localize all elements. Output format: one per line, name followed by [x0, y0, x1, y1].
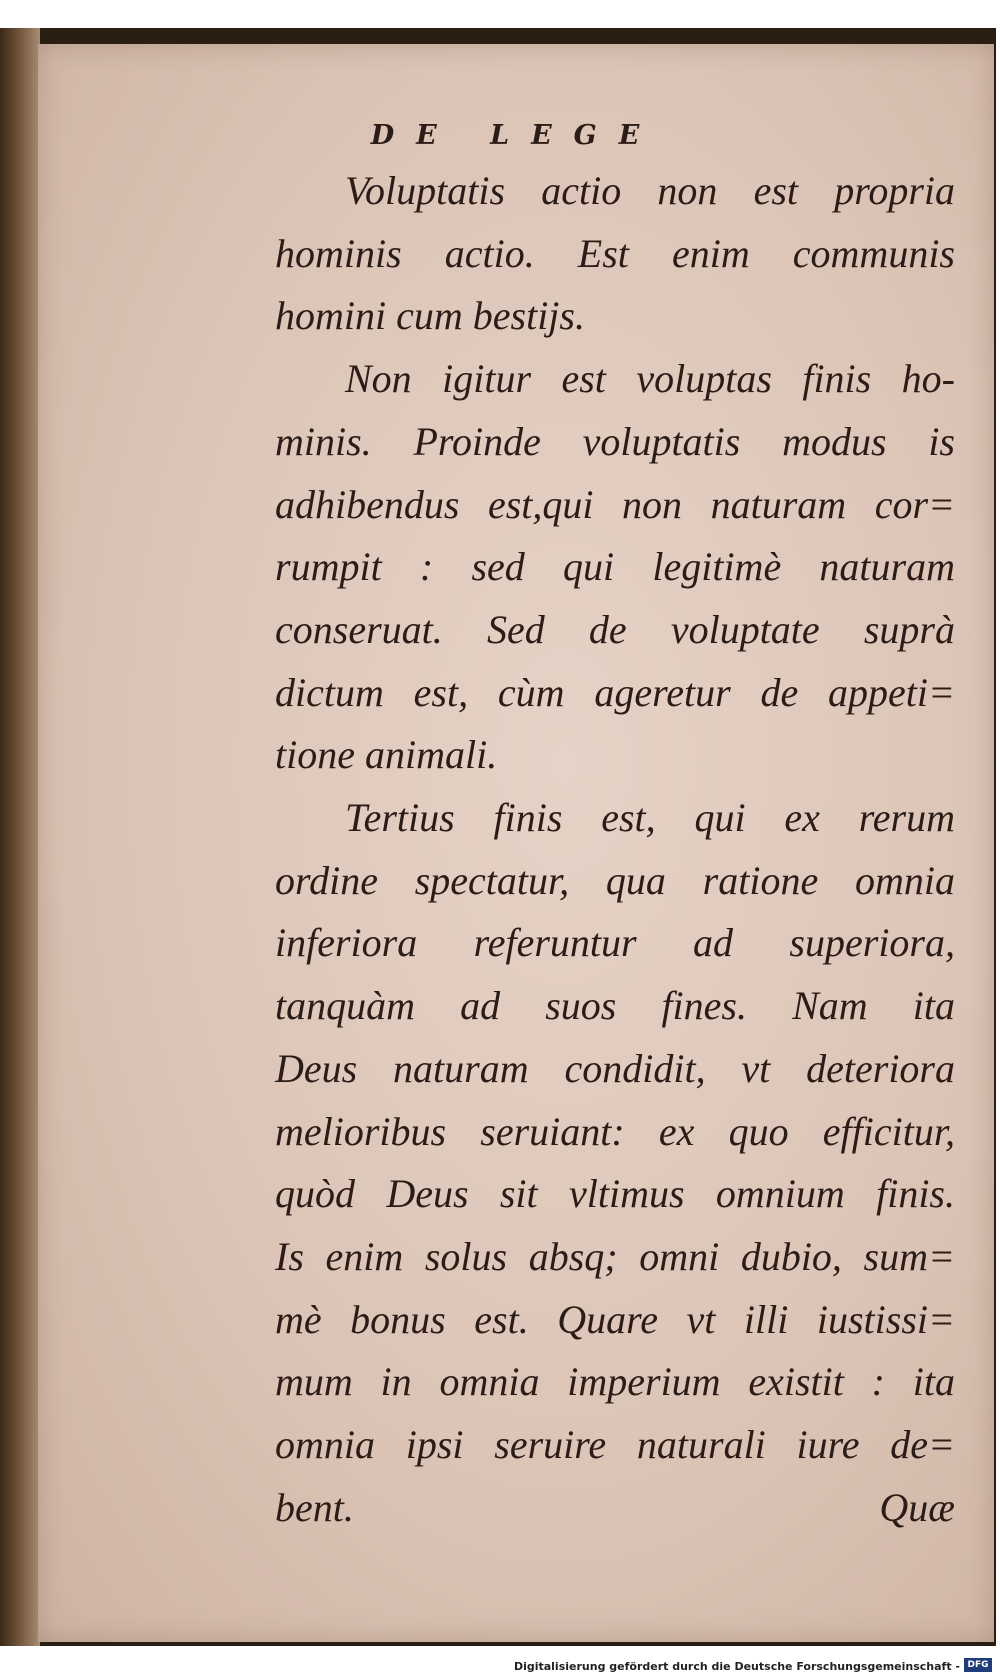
text-line: Is enim solus absq; omni dubio, sum= — [275, 1233, 955, 1279]
text-line: Deus naturam condidit, vt deteriora — [275, 1045, 955, 1091]
text-line: conseruat. Sed de voluptate suprà — [275, 606, 955, 652]
text-line: hominis actio. Est enim communis — [275, 230, 955, 276]
text-line: quòd Deus sit vltimus omnium finis. — [275, 1171, 955, 1217]
text-line: melioribus seruiant: ex quo efficitur, — [275, 1108, 955, 1154]
text-line: bent. — [275, 1484, 354, 1530]
text-line: omnia ipsi seruire naturali iure de= — [275, 1422, 955, 1468]
text-line: Non igitur est voluptas finis ho- — [345, 356, 955, 402]
catchword: Quæ — [879, 1484, 955, 1530]
text-line: Voluptatis actio non est propria — [345, 168, 955, 213]
digitization-credit: Digitalisierung gefördert durch die Deutsche Forschungsgemeinschaft - — [513, 1660, 960, 1673]
text-line: mum in omnia imperium existit : ita — [275, 1359, 955, 1405]
text-line: ordine spectatur, qua ratione omnia — [275, 857, 955, 903]
text-line: tione animali. — [275, 732, 498, 778]
text-line: rumpit : sed qui legitimè naturam — [275, 544, 955, 590]
page-gutter-edge — [0, 28, 40, 1646]
text-line: tanquàm ad suos fines. Nam ita — [275, 983, 955, 1029]
dfg-logo: DFG — [964, 1658, 992, 1672]
text-line: dictum est, cùm ageretur de appeti= — [275, 669, 955, 715]
running-head: DE LEGE — [370, 120, 662, 151]
text-line: minis. Proinde voluptatis modus is — [275, 418, 955, 464]
text-line: adhibendus est,qui non naturam cor= — [275, 481, 955, 527]
page-body-text — [275, 160, 955, 1539]
text-line: homini cum bestijs. — [275, 293, 585, 339]
text-line: inferiora referuntur ad superiora, — [275, 920, 955, 966]
text-line: mè bonus est. Quare vt illi iustissi= — [275, 1296, 955, 1342]
text-line: Tertius finis est, qui ex rerum — [345, 795, 955, 841]
last-line-with-catchword — [275, 1477, 955, 1540]
